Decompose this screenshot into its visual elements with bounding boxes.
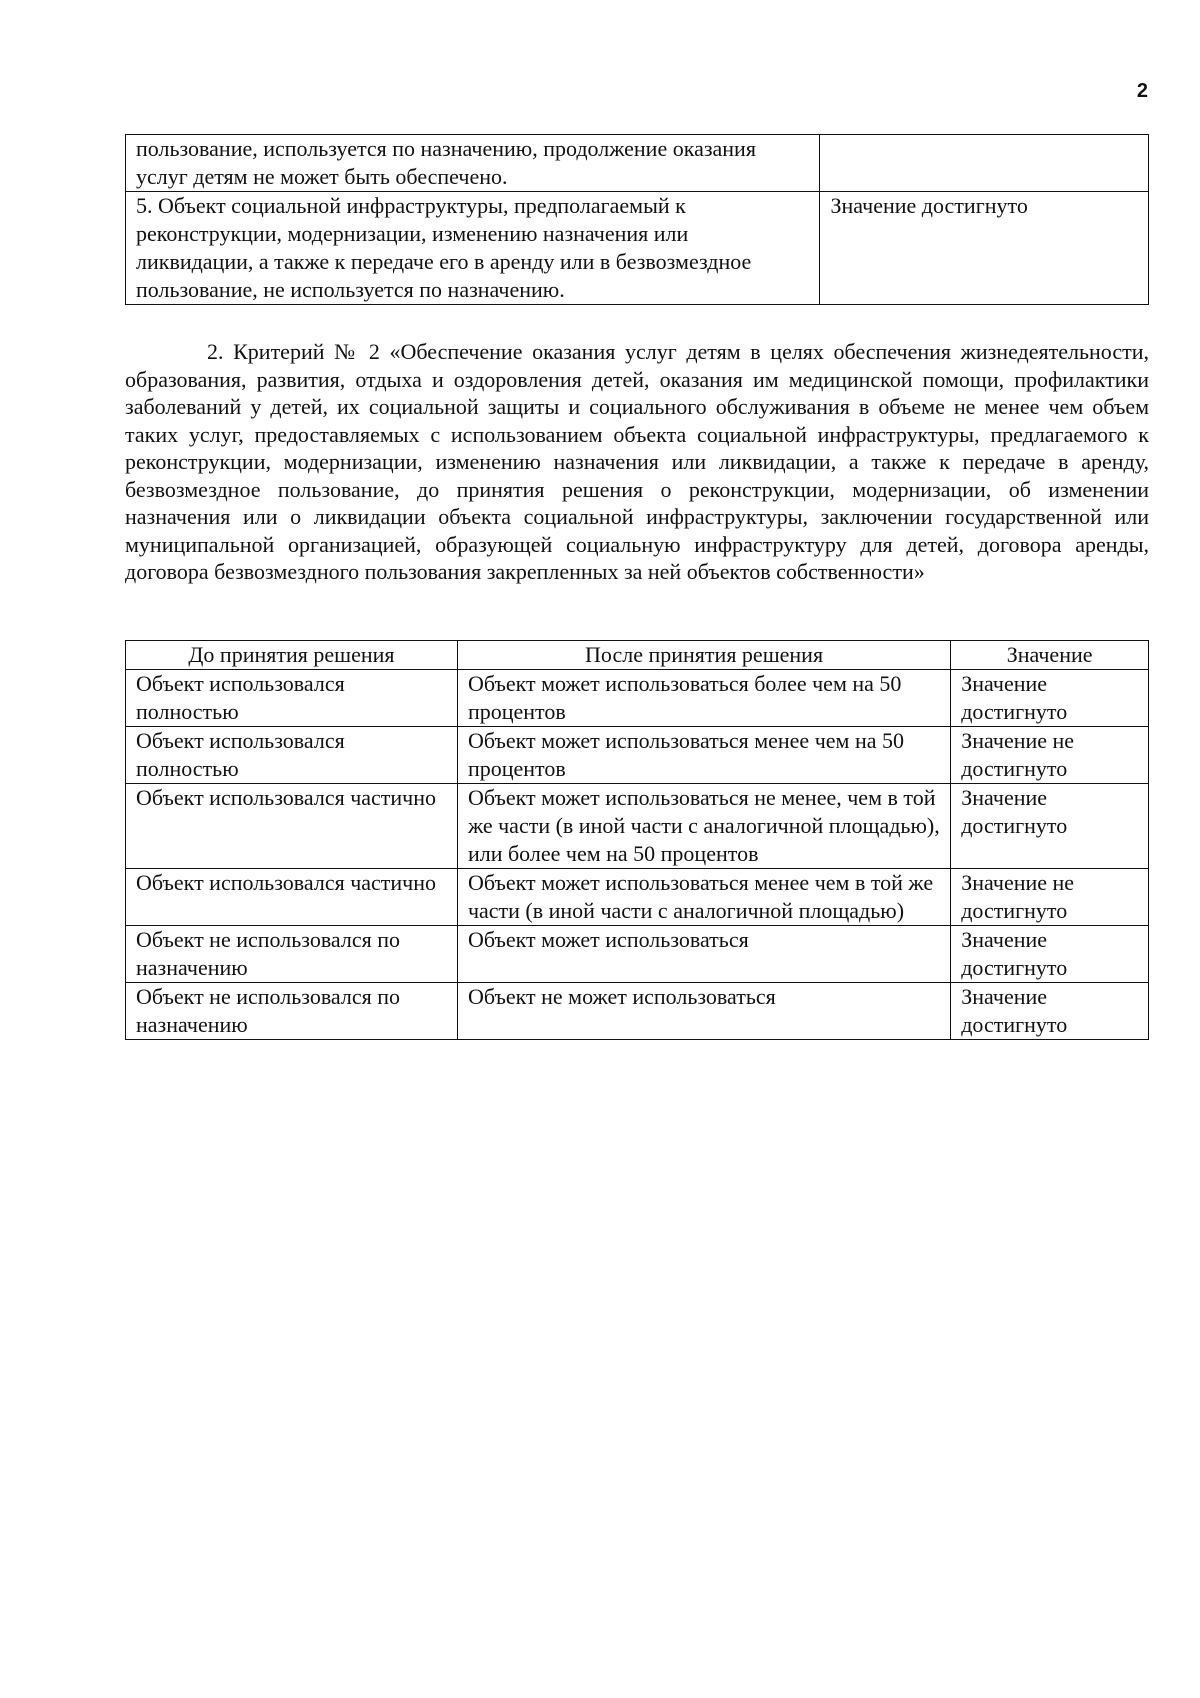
table-cell: Объект использовался частично <box>126 869 458 926</box>
criterion-2-table <box>125 640 1149 1040</box>
table-cell: Значение достигнуто <box>951 983 1149 1040</box>
table-cell: Объект не использовался по назначению <box>126 983 458 1040</box>
table-cell: Значение достигнуто <box>820 192 1149 305</box>
table-cell: Значение достигнуто <box>951 926 1149 983</box>
table-row <box>126 727 1149 784</box>
table-cell <box>820 135 1149 192</box>
column-header-before-decision: До принятия решения <box>126 641 458 670</box>
table-cell: пользование, используется по назначению, продолжение оказания услуг детям не может быть обеспечено. <box>126 135 820 192</box>
table-cell: Объект может использоваться менее чем на 50 процентов <box>457 727 950 784</box>
table-row <box>126 135 1149 192</box>
table-cell: Значение достигнуто <box>951 670 1149 727</box>
table-cell: Объект использовался полностью <box>126 670 458 727</box>
table-row <box>126 784 1149 869</box>
table-header-row <box>126 641 1149 670</box>
column-header-value: Значение <box>951 641 1149 670</box>
table-cell: Объект использовался частично <box>126 784 458 869</box>
table-cell: Объект может использоваться менее чем в той же части (в иной части с аналогичной площадью) <box>457 869 950 926</box>
table-cell: Значение не достигнуто <box>951 869 1149 926</box>
table-cell: Значение не достигнуто <box>951 727 1149 784</box>
table-cell: Объект может использоваться не менее, чем в той же части (в иной части с аналогичной площадью), или более чем на 50 процентов <box>457 784 950 869</box>
table-cell: Объект может использоваться более чем на 50 процентов <box>457 670 950 727</box>
table-cell: Объект может использоваться <box>457 926 950 983</box>
table-cell: 5. Объект социальной инфраструктуры, предполагаемый к реконструкции, модернизации, изменению назначения или ликвидации, а также к передаче его в аренду или в безвозмездное пользование, не используется по назначению. <box>126 192 820 305</box>
table-row <box>126 670 1149 727</box>
table-cell: Объект не использовался по назначению <box>126 926 458 983</box>
continuation-table <box>125 134 1149 305</box>
page-number: 2 <box>1136 80 1148 102</box>
table-cell: Значение достигнуто <box>951 784 1149 869</box>
table-row <box>126 983 1149 1040</box>
column-header-after-decision: После принятия решения <box>457 641 950 670</box>
table-cell: Объект использовался полностью <box>126 727 458 784</box>
table-cell: Объект не может использоваться <box>457 983 950 1040</box>
table-row <box>126 926 1149 983</box>
table-row <box>126 192 1149 305</box>
criterion-2-paragraph: 2. Критерий № 2 «Обеспечение оказания услуг детям в целях обеспечения жизнедеятельности, образования, развития, отдыха и оздоровления детей, оказания им медицинской помощи, профилактики заболеваний у детей, их социальной защиты и социального обслуживания в объеме не менее чем объем таких услуг, предоставляемых с использованием объекта социальной инфраструктуры, предлагаемого к реконструкции, модернизации, изменению назначения или ликвидации, а также к передаче в аренду, безвозмездное пользование, до принятия решения о реконструкции, модернизации, об изменении назначения или о ликвидации объекта социальной инфраструктуры, заключении государственной или муниципальной организацией, образующей социальную инфраструктуру для детей, договора аренды, договора безвозмездного пользования закрепленных за ней объектов собственности» <box>125 339 1149 584</box>
table-row <box>126 869 1149 926</box>
